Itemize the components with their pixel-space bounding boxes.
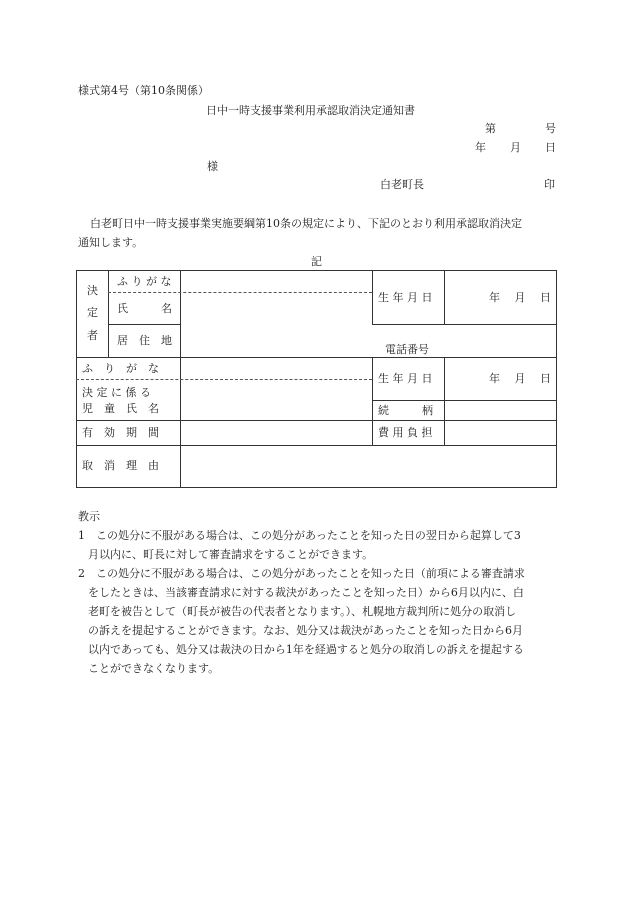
intro-line-1: 白老町日中一時支援事業実施要綱第10条の規定により、下記のとおり利用承認取消決定 <box>90 217 522 230</box>
document-title: 日中一時支援事業利用承認取消決定通知書 <box>206 104 415 117</box>
notice-item-1-line-1: この処分に不服がある場合は、この処分があったことを知った日の翌日から起算して3 <box>96 529 521 542</box>
seal-mark: 印 <box>544 178 555 191</box>
notice-item-2-line-1: この処分に不服がある場合は、この処分があったことを知った日（前項による審査請求 <box>96 567 525 580</box>
birthdate-value-2: 年 月 日 <box>489 372 551 385</box>
cost-burden-label: 費 用 負 担 <box>378 426 433 439</box>
notice-item-2-line-5: 以内であっても、処分又は裁決の日から1年を経過すると処分の取消しの訴えを提起する <box>88 643 524 656</box>
notice-item-2-line-6: ことができなくなります。 <box>88 662 220 675</box>
furigana-divider-2 <box>76 379 372 380</box>
cancel-reason-label: 取 消 理 由 <box>82 459 159 472</box>
notice-item-2-line-3: 老町を被告として（町長が被告の代表者となります。）、札幌地方裁判所に処分の取消し <box>88 605 517 618</box>
notice-item-2-line-4: の訴えを提起することができます。なお、処分又は裁決があったことを知った日から6月 <box>88 624 524 637</box>
birthdate-label-2: 生 年 月 日 <box>378 372 433 385</box>
form-number: 様式第4号（第10条関係） <box>78 84 209 97</box>
child-label-line-1: 決 定 に 係 る <box>82 386 151 399</box>
child-label-line-2: 児 童 氏 名 <box>82 402 159 415</box>
furigana-label-1: ふ り が な <box>117 275 172 288</box>
date-year: 年 <box>475 141 486 154</box>
number-prefix: 第 <box>485 122 496 135</box>
number-suffix: 号 <box>545 122 556 135</box>
date-month: 月 <box>510 141 521 154</box>
issuer-name: 白老町長 <box>380 178 424 191</box>
name-label: 氏 名 <box>117 302 172 315</box>
residence-label: 居 住 地 <box>117 334 172 347</box>
date-day: 日 <box>545 141 556 154</box>
notice-item-2-line-2: をしたときは、当該審査請求に対する裁決があったことを知った日）から6月以内に、白 <box>88 586 524 599</box>
kettei-sha-char-3: 者 <box>87 329 98 342</box>
notice-item-1-number: 1 <box>78 529 85 542</box>
furigana-divider-1 <box>108 292 372 293</box>
kettei-sha-char-1: 決 <box>87 284 98 297</box>
ki-heading: 記 <box>311 255 322 268</box>
phone-label: 電話番号 <box>385 343 429 356</box>
birthdate-value-1: 年 月 日 <box>489 291 551 304</box>
validity-period-label: 有 効 期 間 <box>82 426 159 439</box>
notice-item-1-line-2: 月以内に、町長に対して審査請求をすることができます。 <box>88 548 374 561</box>
addressee-suffix: 様 <box>207 160 218 173</box>
kettei-sha-char-2: 定 <box>87 306 98 319</box>
notice-heading: 教示 <box>78 510 100 523</box>
furigana-label-2: ふ り が な <box>82 362 159 375</box>
intro-line-2: 通知します。 <box>78 236 144 249</box>
relationship-label: 続 柄 <box>378 404 433 417</box>
notice-item-2-number: 2 <box>78 567 85 580</box>
birthdate-label-1: 生 年 月 日 <box>378 291 433 304</box>
